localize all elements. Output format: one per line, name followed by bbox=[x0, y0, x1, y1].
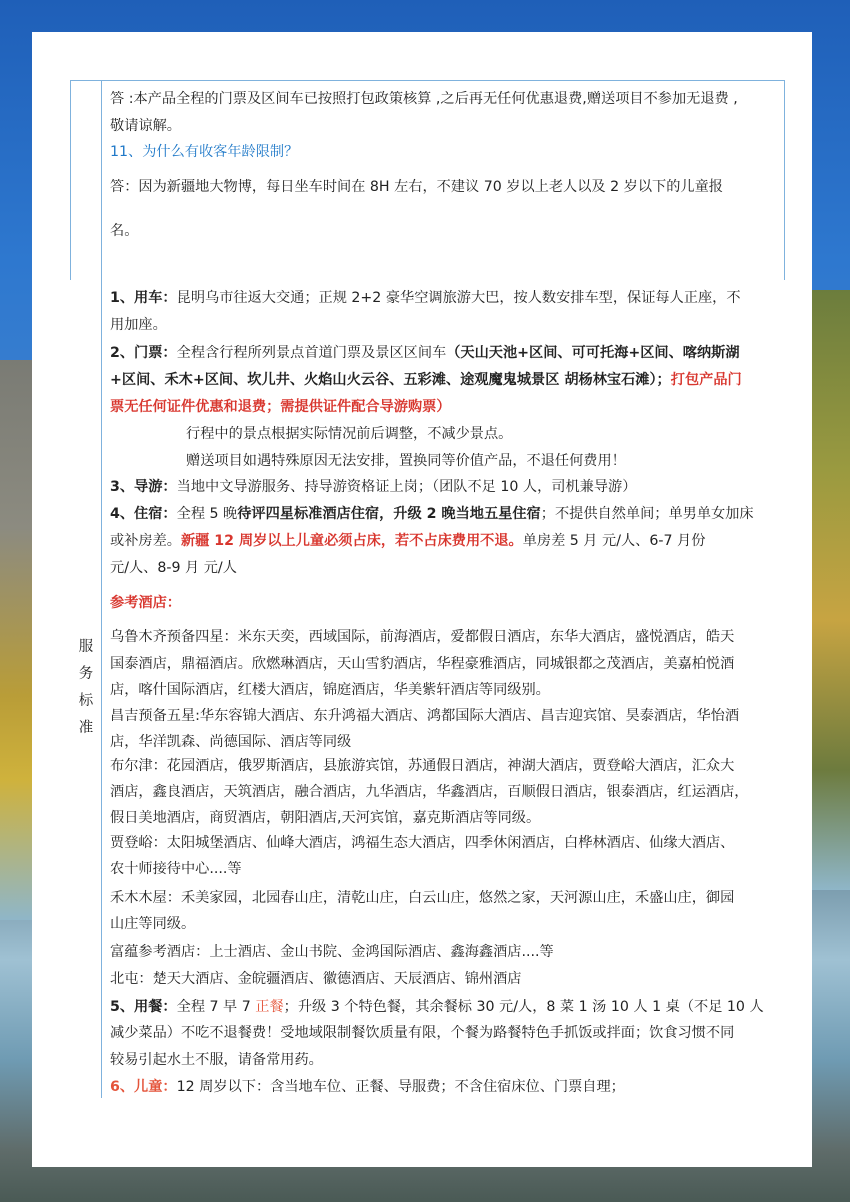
hotels-jiadengyu-line2: 农十师接待中心....等 bbox=[110, 861, 242, 877]
item-hotel-line3: 元/人、8-9 月 元/人 bbox=[110, 560, 237, 576]
hotels-urumqi-line3: 店，喀什国际酒店，红楼大酒店，锦庭酒店，华美紫轩酒店等同级别。 bbox=[110, 682, 550, 698]
item-hotel-line1: 4、住宿：全程 5 晚待评四星标准酒店住宿，升级 2 晚当地五星住宿；不提供自然单间；单男单女加床 bbox=[110, 506, 754, 522]
hotels-burqin-line2: 酒店，鑫良酒店，天筑酒店，融合酒店，九华酒店，华鑫酒店，百顺假日酒店，银泰酒店，红运酒店， bbox=[110, 784, 749, 800]
section-label-service-standard: 服 务 标 准 bbox=[78, 639, 94, 736]
table-top-border bbox=[70, 80, 785, 81]
hotels-beitun: 北屯：楚天大酒店、金皖疆酒店、徽德酒店、天辰酒店、锦州酒店 bbox=[110, 971, 522, 987]
item-guide: 3、导游：当地中文导游服务、持导游资格证上岗；（团队不足 10 人，司机兼导游） bbox=[110, 479, 637, 495]
item-car-line1: 1、用车：昆明乌市往返大交通；正规 2+2 豪华空调旅游大巴，按人数安排车型，保证每人正座，不 bbox=[110, 290, 741, 306]
item-meal-line1: 5、用餐：全程 7 早 7 正餐；升级 3 个特色餐，其余餐标 30 元/人，8 菜 1 汤 10 人 1 桌（不足 10 人 bbox=[110, 999, 764, 1015]
item-meal-line2: 减少菜品）不吃不退餐费！受地域限制餐饮质量有限，个餐为路餐特色手抓饭或拌面；饮食习惯不同 bbox=[110, 1025, 735, 1041]
item-ticket-line1: 2、门票：全程含行程所列景点首道门票及景区区间车（天山天池+区间、可可托海+区间、喀纳斯湖 bbox=[110, 345, 740, 361]
reference-hotels-title: 参考酒店： bbox=[110, 595, 181, 611]
table-right-border bbox=[784, 80, 785, 280]
hotels-urumqi-line2: 国泰酒店，鼎福酒店。欣燃琳酒店，天山雪豹酒店，华程豪雅酒店，同城银都之茂酒店，美嘉柏悦酒 bbox=[110, 656, 735, 672]
hotels-hemu-line1: 禾木木屋：禾美家园，北园春山庄，清乾山庄，白云山庄，悠然之家，天河源山庄，禾盛山庄，御园 bbox=[110, 890, 735, 906]
item-ticket-note2: 赠送项目如遇特殊原因无法安排，置换同等价值产品，不退任何费用！ bbox=[186, 453, 626, 469]
faq-answer-11-line1: 答：因为新疆地大物博，每日坐车时间在 8H 左右，不建议 70 岁以上老人以及 2 岁以下的儿童报 bbox=[110, 179, 723, 195]
hotels-burqin-line1: 布尔津：花园酒店，俄罗斯酒店，县旅游宾馆，苏通假日酒店，神湖大酒店，贾登峪大酒店，汇众大 bbox=[110, 758, 735, 774]
hotels-changji-line2: 店，华洋凯森、尚德国际、酒店等同级 bbox=[110, 734, 352, 750]
background-trees bbox=[812, 290, 850, 890]
item-ticket-note1: 行程中的景点根据实际情况前后调整，不减少景点。 bbox=[186, 426, 513, 442]
faq-answer-10-line1: 答 :本产品全程的门票及区间车已按照打包政策核算 ,之后再无任何优惠退费,赠送项目不参加无退费 , bbox=[110, 91, 738, 107]
hotels-urumqi-line1: 乌鲁木齐预备四星：米东天奕，西域国际，前海酒店，爱都假日酒店，东华大酒店，盛悦酒店，皓天 bbox=[110, 629, 735, 645]
item-hotel-line2: 或补房差。新疆 12 周岁以上儿童必须占床，若不占床费用不退。单房差 5 月 元/人、6-7 月份 bbox=[110, 533, 706, 549]
background-cliff bbox=[0, 360, 32, 920]
item-car-line2: 用加座。 bbox=[110, 317, 167, 333]
item-ticket-line2: +区间、禾木+区间、坎儿井、火焰山火云谷、五彩滩、途观魔鬼城景区 胡杨林宝石滩）；打包产品门 bbox=[110, 372, 742, 388]
hotels-jiadengyu-line1: 贾登峪：太阳城堡酒店、仙峰大酒店，鸿福生态大酒店，四季休闲酒店，白桦林酒店、仙缘大酒店、 bbox=[110, 835, 735, 851]
faq-question-11: 11、为什么有收客年龄限制？ bbox=[110, 144, 299, 160]
hotels-burqin-line3: 假日美地酒店，商贸酒店，朝阳酒店,天河宾馆，嘉克斯酒店等同级。 bbox=[110, 810, 541, 826]
item-child: 6、儿童：12 周岁以下：含当地车位、正餐、导服费；不含住宿床位、门票自理； bbox=[110, 1079, 625, 1095]
table-column-divider bbox=[101, 80, 102, 1098]
faq-answer-11-line2: 名。 bbox=[110, 223, 139, 239]
item-ticket-line3: 票无任何证件优惠和退费；需提供证件配合导游购票） bbox=[110, 399, 451, 415]
hotels-changji-line1: 昌吉预备五星:华东容锦大酒店、东升鸿福大酒店、鸿都国际大酒店、昌吉迎宾馆、昊泰酒店，华怡酒 bbox=[110, 708, 740, 724]
hotels-hemu-line2: 山庄等同级。 bbox=[110, 916, 196, 932]
table-left-border-top bbox=[70, 80, 71, 280]
item-meal-line3: 较易引起水土不服，请备常用药。 bbox=[110, 1052, 323, 1068]
faq-answer-10-line2: 敬请谅解。 bbox=[110, 118, 181, 134]
hotels-fuyun: 富蕴参考酒店：上士酒店、金山书院、金鸿国际酒店、鑫海鑫酒店....等 bbox=[110, 944, 554, 960]
